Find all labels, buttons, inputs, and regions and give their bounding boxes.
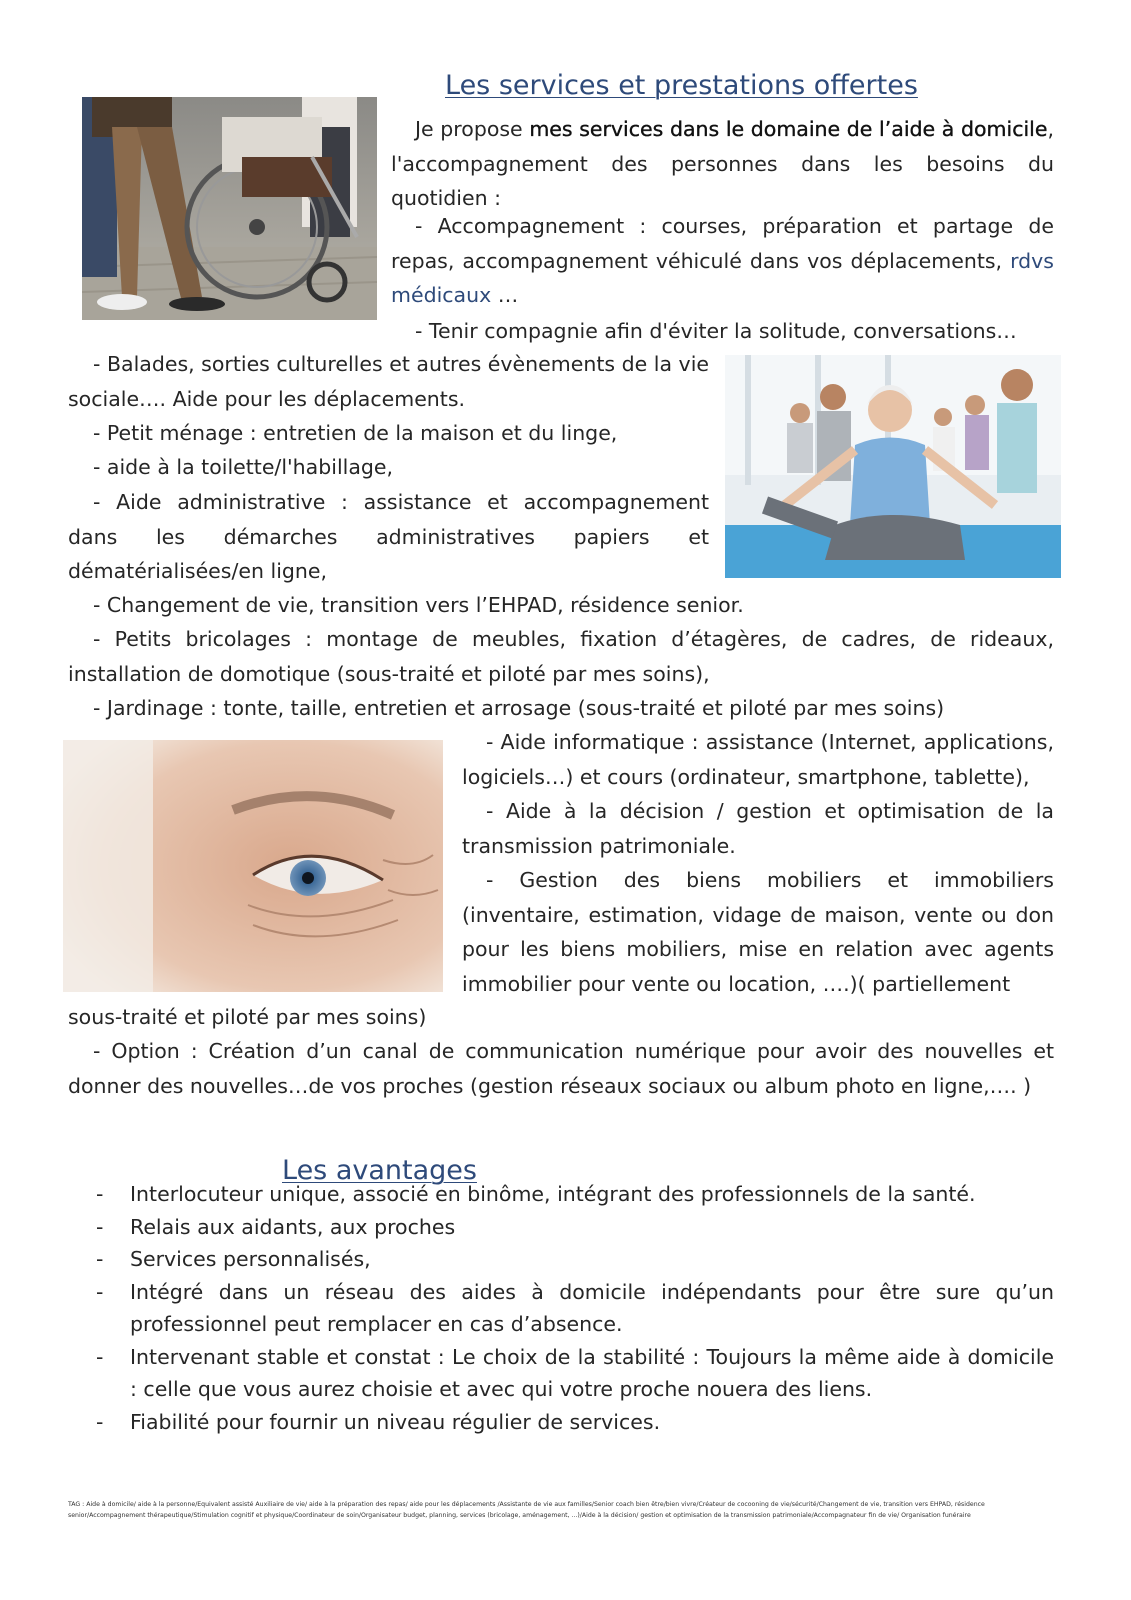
bullet-dash: - <box>96 1182 104 1206</box>
changement-item: - Changement de vie, transition vers l’EHPAD, résidence senior. <box>93 593 744 617</box>
accompagnement-end: … <box>491 283 519 307</box>
administrative-item: - Aide administrative : assistance et accompagnement dans les démarches administratives papiers et dématérialisées/en ligne, <box>68 490 709 583</box>
list-item: - Intégré dans un réseau des aides à domicile indépendants pour être sure qu’un professionnel peut remplacer en cas d’absence. <box>68 1276 1054 1341</box>
bullet-dash: - <box>96 1409 104 1434</box>
menage-item: - Petit ménage : entretien de la maison et du linge, <box>93 421 618 445</box>
jardinage-item: - Jardinage : tonte, taille, entretien et arrosage (sous-traité et piloté par mes soins) <box>93 696 945 720</box>
toilette-item: - aide à la toilette/l'habillage, <box>93 455 394 479</box>
decision-item: - Aide à la décision / gestion et optimisation de la transmission patrimoniale. <box>462 799 1054 858</box>
bullet-dash: - <box>96 1214 104 1239</box>
intro-rest: , l'accompagnement des personnes dans les besoins du quotidien : <box>391 117 1054 210</box>
yoga-photo <box>725 355 1061 578</box>
accompagnement-item <box>391 209 1054 313</box>
list-item: - Relais aux aidants, aux proches <box>68 1211 1054 1244</box>
eye-photo <box>63 740 443 992</box>
option-item: - Option : Création d’un canal de communication numérique pour avoir des nouvelles et donner des nouvelles…de vos proches (gestion réseaux sociaux ou album photo en ligne,…. ) <box>68 1039 1054 1098</box>
intro-bold: mes services dans le domaine de l’aide à domicile <box>529 117 1048 141</box>
services-title: Les services et prestations offertes <box>445 70 918 101</box>
bricolages-item: - Petits bricolages : montage de meubles, fixation d’étagères, de cadres, de rideaux, installation de domotique (sous-traité et piloté par mes soins), <box>68 627 1054 686</box>
accompagnement-text: - Accompagnement : courses, préparation et partage de repas, accompagnement véhiculé dans vos déplacements, <box>391 214 1054 273</box>
intro-paragraph <box>391 112 1054 216</box>
footer-tags: TAG : Aide à domicile/ aide à la personne/Equivalent assisté Auxiliaire de vie/ aide à la préparation des repas/ aide pour les déplacements /Assistante de vie aux familles/Senior coach bien être/bien vivre/Créateur de cocooning de vie/sécurité/Changement de vie, transition vers EHPAD, résidence senior/Accompagnement thérapeutique/Stimulation cognitif et physique/Coordinateur de soin/Organisateur budget, planning, services (bricolage, aménagement, ...)/Aide à la décision/ gestion et optimisation de la transmission patrimoniale/Accompagnateur fin de vie/ Organisation funéraire <box>68 1501 985 1519</box>
balades-item: - Balades, sorties culturelles et autres évènements de la vie sociale…. Aide pour les déplacements. <box>68 352 709 411</box>
yoga-illustration <box>725 355 1061 578</box>
list-item: - Intervenant stable et constat : Le choix de la stabilité : Toujours la même aide à domicile : celle que vous aurez choisie et avec qui votre proche nouera des liens. <box>68 1341 1054 1406</box>
list-item: - Services personnalisés, <box>68 1243 1054 1276</box>
list-item: - Interlocuteur unique, associé en binôme, intégrant des professionnels de la santé. <box>68 1178 1054 1211</box>
eye-illustration <box>63 740 443 992</box>
bullet-dash: - <box>96 1279 104 1304</box>
informatique-item: - Aide informatique : assistance (Internet, applications, logiciels…) et cours (ordinateur, smartphone, tablette), <box>462 730 1054 789</box>
rdvs-link[interactable]: rdvs médicaux <box>391 248 1054 307</box>
avantages-list <box>68 1178 1054 1438</box>
bullet-dash: - <box>96 1247 104 1271</box>
avantages-title: Les avantages <box>282 1155 477 1186</box>
gestion-end: sous-traité et piloté par mes soins) <box>68 1005 427 1029</box>
gestion-item: - Gestion des biens mobiliers et immobiliers (inventaire, estimation, vidage de maison, vente ou don pour les biens mobiliers, mise en relation avec agents immobilier pour vente ou location, ….)( partiellement <box>462 868 1054 996</box>
wheelchair-illustration <box>82 97 377 320</box>
compagnie-item: - Tenir compagnie afin d'éviter la solitude, conversations… <box>415 319 1017 343</box>
bullet-dash: - <box>96 1344 104 1369</box>
intro-prefix: Je propose <box>415 117 530 141</box>
wheelchair-photo <box>82 97 377 320</box>
list-item: - Fiabilité pour fournir un niveau régulier de services. <box>68 1406 1054 1439</box>
